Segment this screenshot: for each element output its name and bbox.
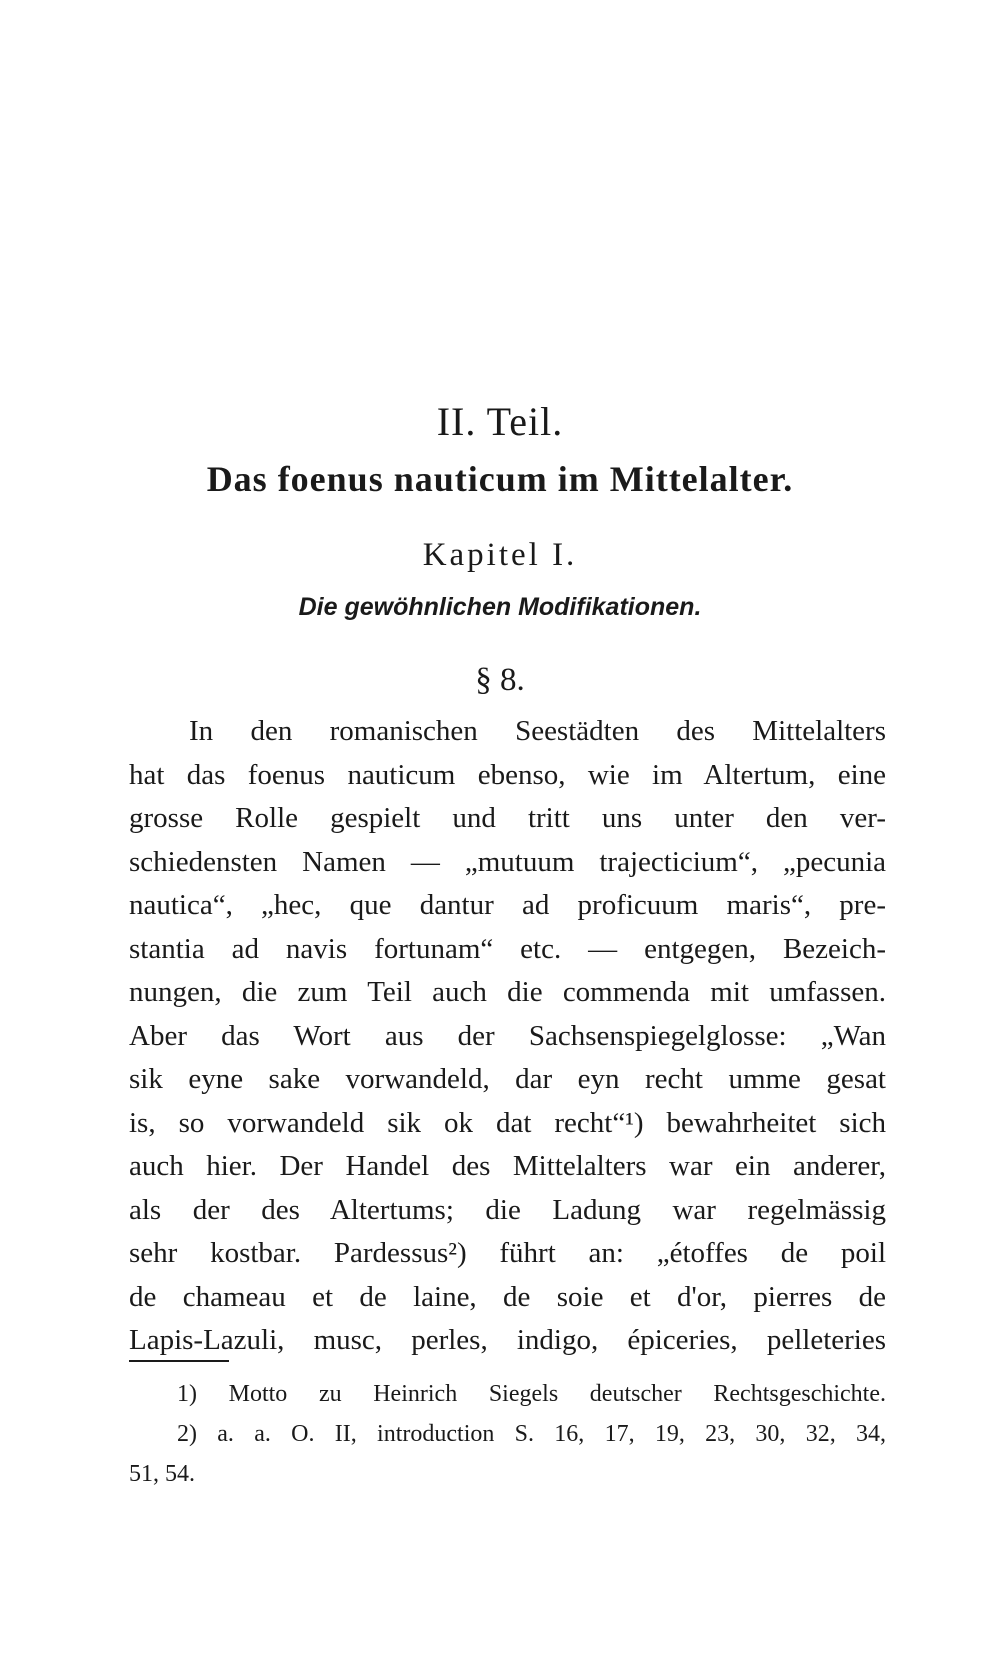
text-line: Aber das Wort aus der Sachsenspiegelglosse: „Wan (129, 1019, 886, 1052)
text-line: Lapis-Lazuli, musc, perles, indigo, épiceries, pelleteries (129, 1324, 886, 1356)
section-number: § 8. (475, 662, 525, 698)
footnote-2: 2) a. a. O. II, introduction S. 16, 17, 19, 23, 30, 32, 34, (177, 1421, 886, 1447)
text-line: de chameau et de laine, de soie et d'or, pierres de (129, 1280, 886, 1313)
body-text (129, 710, 886, 1363)
footnote-2-continued: 51, 54. (129, 1461, 195, 1487)
chapter-title: Kapitel I. (422, 537, 578, 573)
chapter-subtitle: Die gewöhnlichen Modifikationen. (298, 593, 702, 621)
text-line: grosse Rolle gespielt und tritt uns unter den ver- (129, 802, 886, 834)
text-line: auch hier. Der Handel des Mittelalters war ein anderer, (129, 1150, 886, 1182)
text-line: hat das foenus nauticum ebenso, wie im Altertum, eine (129, 758, 886, 791)
text-line: schiedensten Namen — „mutuum trajecticium“, „pecunia (129, 845, 886, 878)
footnotes (129, 1374, 886, 1494)
footnote-1: 1) Motto zu Heinrich Siegels deutscher Rechtsgeschichte. (177, 1381, 886, 1407)
text-line: nungen, die zum Teil auch die commenda mit umfassen. (129, 976, 886, 1008)
text-line: stantia ad navis fortunam“ etc. — entgegen, Bezeich- (129, 932, 886, 965)
text-line: In den romanischen Seestädten des Mittelalters (189, 715, 886, 747)
text-line: sehr kostbar. Pardessus²) führt an: „étoffes de poil (129, 1237, 886, 1269)
part-title: II. Teil. (436, 399, 564, 444)
main-title: Das foenus nauticum im Mittelalter. (206, 459, 794, 499)
text-line: nautica“, „hec, que dantur ad proficuum maris“, pre- (129, 889, 886, 921)
text-line: sik eyne sake vorwandeld, dar eyn recht umme gesat (129, 1063, 886, 1095)
text-line: is, so vorwandeld sik ok dat recht“¹) bewahrheitet sich (129, 1106, 886, 1139)
footnote-divider (129, 1360, 229, 1362)
text-line: als der des Altertums; die Ladung war regelmässig (129, 1193, 886, 1226)
